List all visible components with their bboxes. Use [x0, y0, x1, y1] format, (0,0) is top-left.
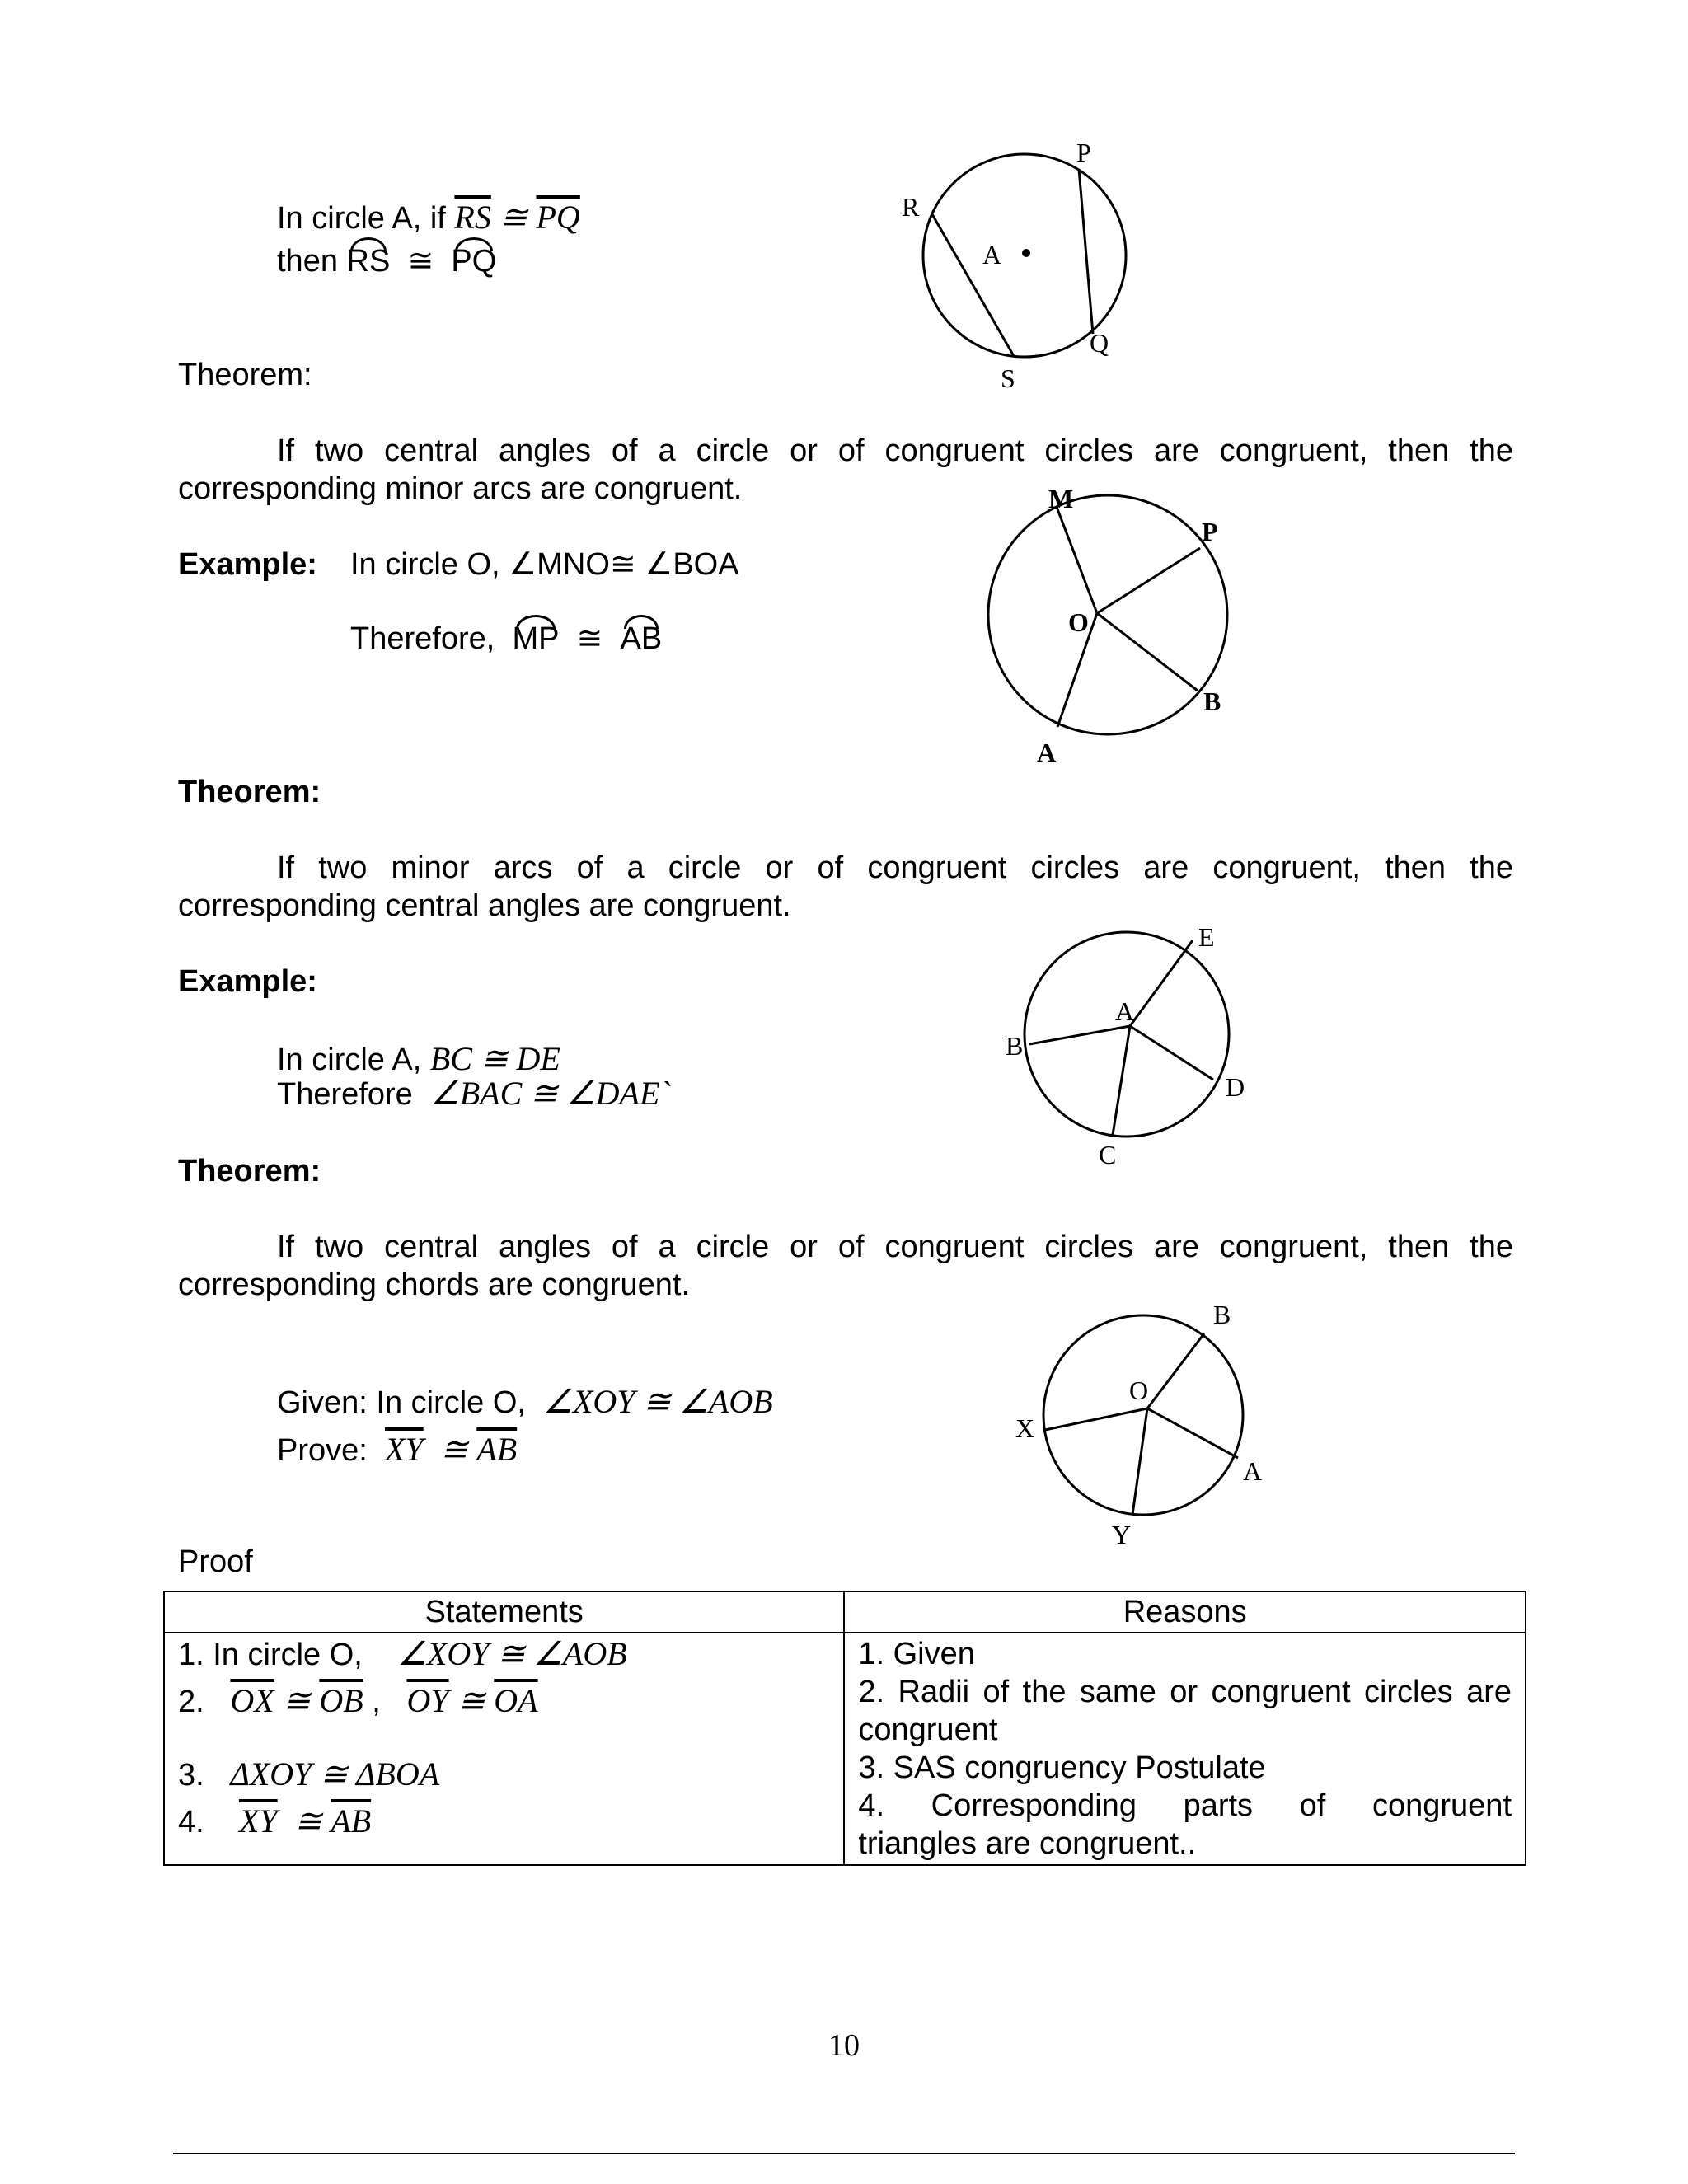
proof-table-header	[164, 1591, 1526, 1633]
circle-outline	[1043, 1315, 1243, 1515]
congruent-sign: ≅	[283, 1682, 311, 1719]
radius-ob	[1147, 1333, 1204, 1408]
header-reasons: Reasons	[844, 1591, 1526, 1633]
radius-ad	[1130, 1026, 1213, 1080]
chord-pq	[1079, 169, 1093, 334]
reason-3: 3. SAS congruency Postulate	[858, 1750, 1266, 1785]
example-label-1: Example:	[178, 547, 317, 582]
segment-ob: $\overline{OB}$	[319, 1682, 363, 1719]
label-a: A	[1243, 1456, 1263, 1486]
example-1-text: In circle O, ∠MNO≅ ∠BOA	[350, 547, 739, 582]
label-o: O	[1068, 607, 1089, 637]
radius-om	[1057, 507, 1097, 613]
proof-table-body	[164, 1633, 1526, 1865]
diagram-circle-a-arcs	[997, 923, 1245, 1170]
example-2-line2	[277, 1075, 671, 1113]
statement-3-math: ΔXOY ≅ ΔBOA	[230, 1755, 440, 1793]
statements-cell	[164, 1633, 844, 1865]
example-2-line1-prefix: In circle A,	[277, 1043, 422, 1077]
s1-line1-prefix: In circle A, if	[277, 201, 446, 236]
statement-3	[178, 1755, 830, 1794]
segment-ab: $\overline{AB}$	[331, 1802, 372, 1840]
diagram-circle-o-central-angles	[973, 478, 1253, 775]
label-c: C	[1099, 1140, 1117, 1169]
arc-ab: AB	[620, 621, 663, 656]
footer-rule	[173, 2153, 1515, 2154]
segment-rs: $\overline{RS}$	[454, 199, 491, 236]
segment-pq: $\overline{PQ}$	[536, 199, 580, 236]
reason-1: 1. Given	[858, 1637, 975, 1671]
s1-line2	[277, 242, 496, 280]
radius-ox	[1045, 1408, 1147, 1430]
segment-ox: $\overline{OX}$	[230, 1682, 274, 1719]
radius-oy	[1132, 1408, 1147, 1515]
statement-1-math: ∠XOY ≅ ∠AOB	[397, 1635, 627, 1672]
label-d: D	[1226, 1072, 1245, 1102]
prove-prefix: Prove:	[277, 1433, 368, 1468]
label-s: S	[1001, 363, 1015, 393]
segment-xy: $\overline{XY}$	[384, 1431, 424, 1468]
label-b: B	[1203, 687, 1221, 716]
radius-ob	[1097, 613, 1198, 691]
s1-line2-prefix: then	[277, 244, 338, 279]
radius-ac	[1113, 1026, 1130, 1135]
example-2-line1-math: BC ≅ DE	[429, 1040, 560, 1077]
statement-2	[178, 1682, 830, 1721]
segment-ab: $\overline{AB}$	[476, 1431, 518, 1468]
theorem-2-line2: corresponding central angles are congruent.	[178, 888, 791, 923]
statement-4	[178, 1802, 830, 1841]
label-o: O	[1129, 1376, 1149, 1405]
segment-oa: $\overline{OA}$	[494, 1682, 538, 1719]
label-e: E	[1198, 923, 1215, 952]
statement-4-num: 4.	[178, 1805, 204, 1840]
radius-ae	[1130, 940, 1193, 1026]
example-2-line1	[277, 1040, 560, 1079]
theorem-3-line2: corresponding chords are congruent.	[178, 1268, 691, 1302]
label-m: M	[1048, 484, 1074, 513]
given-prefix: Given: In circle O,	[277, 1385, 526, 1420]
congruent-sign: ≅	[398, 244, 443, 279]
s1-line1	[277, 199, 580, 237]
diagram-circle-a-chords	[890, 132, 1154, 404]
statement-2-num: 2.	[178, 1685, 204, 1719]
segment-xy: $\overline{XY}$	[238, 1802, 278, 1840]
theorem-1-line2: corresponding minor arcs are congruent.	[178, 471, 743, 506]
label-q: Q	[1090, 328, 1109, 358]
label-a: A	[1115, 996, 1135, 1026]
chord-rs	[932, 214, 1014, 356]
statement-1-prefix: 1. In circle O,	[178, 1638, 363, 1672]
congruent-sign: ≅	[499, 199, 528, 236]
radius-ab	[1029, 1026, 1130, 1044]
example-2-line2-math: ∠BAC ≅ ∠DAE`	[429, 1075, 671, 1112]
example-1-therefore	[350, 620, 662, 658]
therefore-prefix: Therefore,	[350, 621, 495, 656]
statement-3-num: 3.	[178, 1758, 204, 1793]
arc-mp: MP	[512, 621, 560, 656]
label-x: X	[1015, 1413, 1035, 1443]
segment-oy: $\overline{OY}$	[406, 1682, 449, 1719]
label-r: R	[902, 192, 920, 222]
circle-outline	[1025, 932, 1229, 1137]
example-label-2: Example:	[178, 964, 317, 999]
theorem-label-1: Theorem:	[178, 358, 312, 392]
label-y: Y	[1112, 1520, 1132, 1549]
congruent-sign: ≅	[568, 621, 612, 656]
theorem-3-line1: If two central angles of a circle or of congruent circles are congruent, then the	[277, 1230, 1513, 1264]
example-2-line2-prefix: Therefore	[277, 1077, 413, 1112]
proof-table	[163, 1591, 1526, 1866]
theorem-1-line1: If two central angles of a circle or of congruent circles are congruent, then the	[277, 434, 1513, 468]
congruent-sign: ≅	[432, 1431, 468, 1468]
congruent-sign: ≅	[457, 1682, 485, 1719]
center-point	[1022, 249, 1030, 257]
reason-2-line1: 2. Radii of the same or congruent circles are	[858, 1675, 1512, 1709]
given-math: ∠XOY ≅ ∠AOB	[543, 1383, 773, 1420]
arc-rs: RS	[346, 244, 391, 279]
label-a: A	[1037, 738, 1057, 767]
statement-1	[178, 1635, 830, 1674]
comma: ,	[372, 1685, 398, 1719]
arc-pq: PQ	[451, 244, 497, 279]
theorem-label-2: Theorem:	[178, 775, 321, 809]
reason-4-line1: 4. Corresponding parts of congruent	[858, 1788, 1512, 1823]
circle-outline	[988, 495, 1227, 734]
label-a: A	[982, 240, 1002, 269]
congruent-sign: ≅	[286, 1802, 322, 1840]
prove-line	[277, 1431, 517, 1469]
header-statements: Statements	[164, 1591, 844, 1633]
reasons-cell	[844, 1633, 1526, 1865]
radius-oa	[1147, 1408, 1238, 1458]
diagram-circle-o-chords	[1006, 1294, 1269, 1558]
theorem-2-line1: If two minor arcs of a circle or of congruent circles are congruent, then the	[277, 851, 1513, 885]
radius-op	[1097, 548, 1200, 613]
label-b: B	[1006, 1031, 1024, 1061]
given-line	[277, 1383, 773, 1422]
reason-4-line2: triangles are congruent..	[858, 1826, 1197, 1861]
page-number: 10	[828, 2028, 860, 2063]
label-p: P	[1076, 138, 1091, 167]
label-p: P	[1202, 517, 1218, 546]
label-b: B	[1213, 1300, 1231, 1329]
reason-2-line2: congruent	[858, 1713, 998, 1747]
proof-label: Proof	[178, 1544, 253, 1579]
theorem-label-3: Theorem:	[178, 1154, 321, 1188]
